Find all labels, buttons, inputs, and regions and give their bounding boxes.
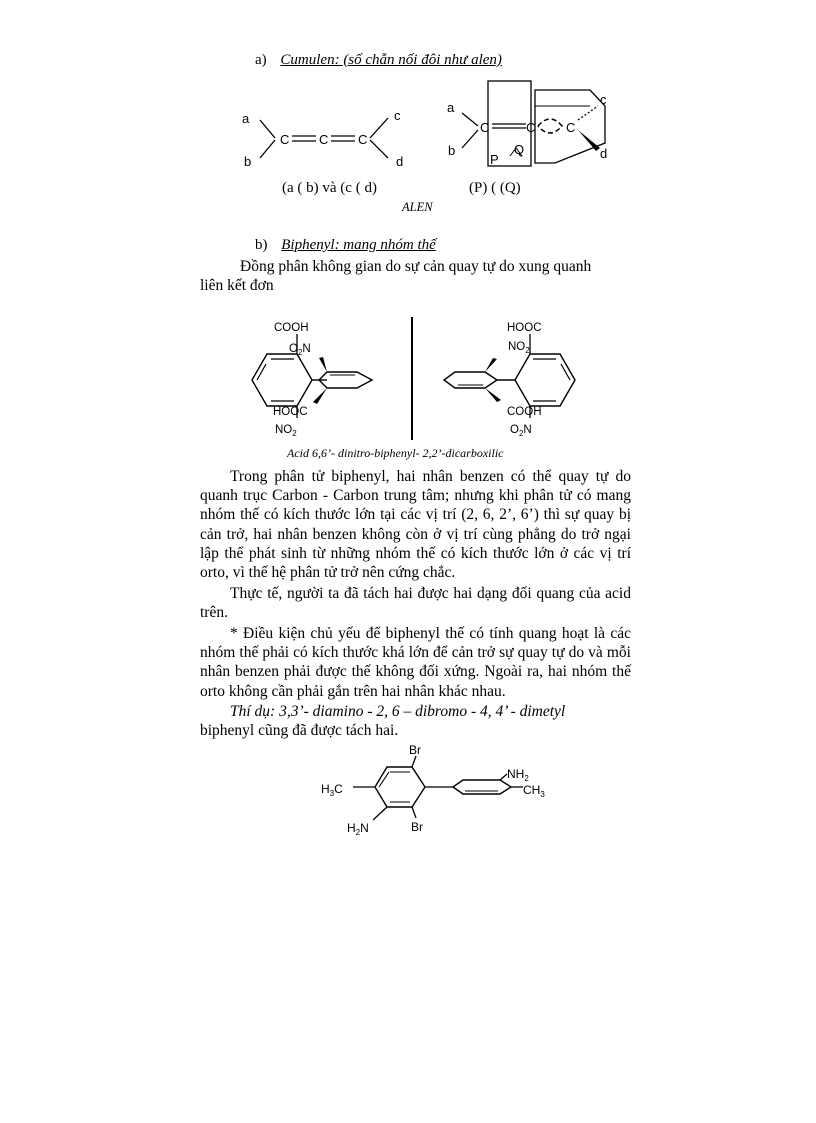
allene-sub-b: b [244,154,252,169]
right-o2n-label: $O_2N$ [510,424,532,438]
biphenyl-enantiomers [215,312,605,447]
section-b-label: b) [255,237,268,253]
example-br-top: Br [409,743,421,757]
section-a-heading [255,52,502,69]
biphenyl-right-molecule [444,322,575,438]
allene3d-sub-b: b [448,143,456,158]
section-b-intro-line2: liên kết đơn [200,277,274,294]
allene-structure [230,100,420,180]
plane-p-label: P [490,152,499,167]
example-h2n: $H_2N$ [347,821,369,837]
example-h3c: $H_3C$ [321,782,343,798]
biphenyl-caption: Acid 6,6’- dinitro-biphenyl- 2,2’-dicarboxilic [287,446,504,460]
paragraph-1: Trong phân tử biphenyl, hai nhân benzen có thể quay tự do quanh trục Carbon - Carbon trung tâm; nhưng khi phân tử có mang nhóm thế có kích thước lớn tại các vị trí (2, 6, 2’, 6’) thì sự quay bị cản trở, hai nhân benzen không còn ở vị trí cùng phẳng do trở ngại lập thể phát sinh từ những nhóm thế có kích thước lớn ở các vị trí orto, vì thế hệ phân tử trở nên cứng chắc. [200,468,631,582]
example-ch3: $CH_3$ [523,783,545,799]
example-molecule [315,742,575,842]
right-cooh-label: COOH [507,406,542,418]
example-br-bottom: Br [411,820,423,834]
right-no2-label: $NO_2$ [508,341,530,355]
allene3d-sub-c: c [600,92,607,107]
plane-q-label: Q [514,142,525,157]
allene-sub-d: d [396,154,404,169]
example-suffix: biphenyl cũng đã được tách hai. [200,722,399,740]
example-prefix: Thí dụ: 3,3’- diamino - 2, 6 – dibromo - 4, 4’ - dimetyl [230,703,566,720]
paragraph-2: Thực tế, người ta đã tách hai được hai dạng đối quang của acid trên. [200,585,631,622]
allene-condition-left: (a ( b) và (c ( d) [282,180,377,196]
paragraph-3: * Điều kiện chủ yếu để biphenyl thế có tính quang hoạt là các nhóm thế phải có kích thước khá lớn để cản trở sự quay tự do và mỗi nhân benzen phải được thế không đối xứng. Ngoài ra, hai nhóm thế orto không cần phải gắn trên hai nhân khác nhau. [200,625,631,700]
example-nh2: $NH_2$ [507,767,529,783]
section-b-title: Biphenyl: mang nhóm thế [281,237,436,253]
allene-c1: C [280,132,290,147]
section-b-heading [255,237,436,254]
allene-sub-a: a [242,111,250,126]
left-cooh-label: COOH [274,322,309,334]
allene-3d-structure [440,78,620,178]
right-hooc-label: HOOC [507,322,542,334]
left-o2n-label: $O_2N$ [289,343,311,357]
allene3d-sub-d: d [600,146,608,161]
section-a-title: Cumulen: (số chẵn nối đôi như alen) [280,52,502,68]
allene3d-c2: C [526,120,536,135]
allene-sub-c: c [394,108,401,123]
allene-condition-right: (P) ( (Q) [469,180,521,196]
left-hooc-label: HOOC [273,406,308,418]
allene-caption: ALEN [402,200,433,214]
allene3d-c1: C [480,120,490,135]
allene-c2: C [319,132,329,147]
allene3d-sub-a: a [447,100,455,115]
allene-c3: C [358,132,368,147]
section-b-intro-line1: Đồng phân không gian do sự cản quay tự do xung quanh [240,258,592,275]
section-a-label: a) [255,52,267,68]
allene3d-c3: C [566,120,576,135]
left-no2-label: $NO_2$ [275,424,297,438]
biphenyl-left-molecule [252,322,372,438]
example-paragraph [200,702,631,740]
